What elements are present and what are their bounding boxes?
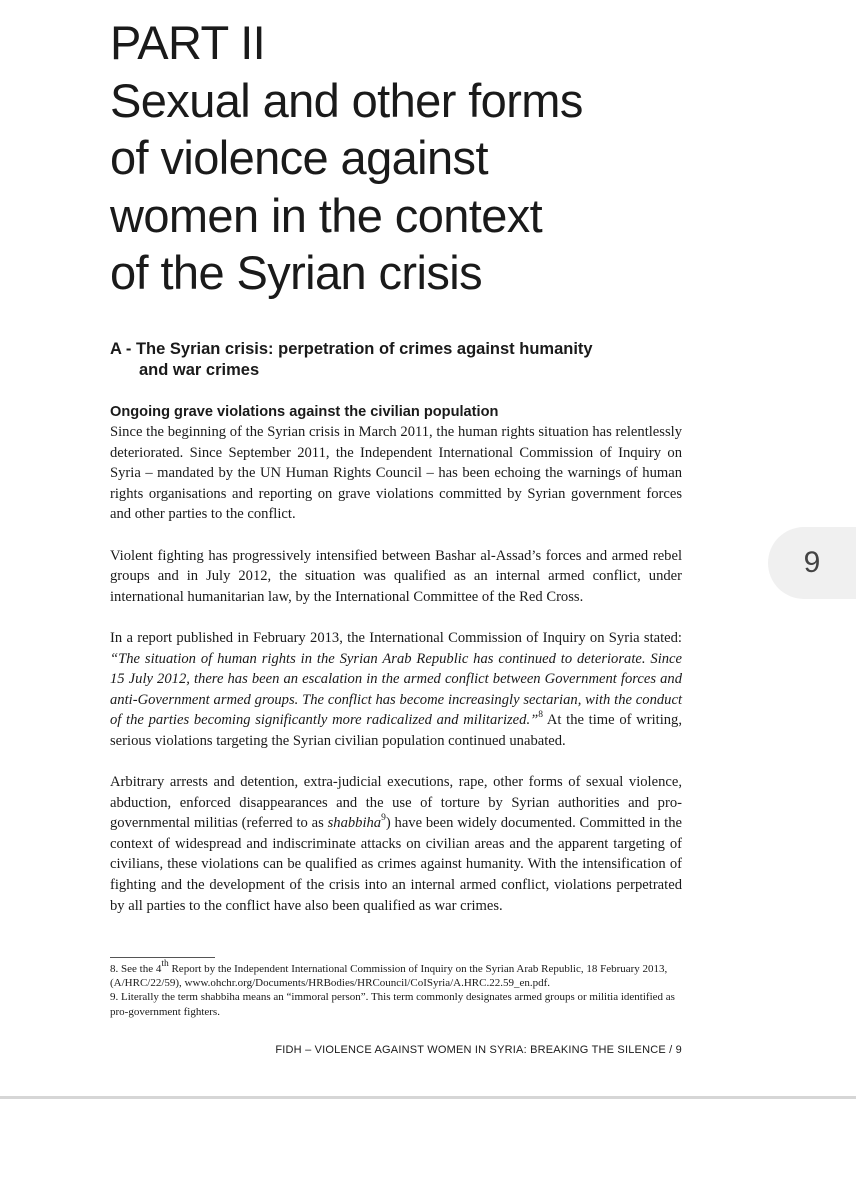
footnote-9: 9. Literally the term shabbiha means an “immoral person”. This term commonly designates armed groups or militia identified as pro-government fighters. — [110, 991, 675, 1018]
page-number: 9 — [803, 546, 821, 579]
running-footer: FIDH – VIOLENCE AGAINST WOMEN IN SYRIA: BREAKING THE SILENCE / 9 — [275, 1044, 682, 1056]
part-title-line: women in the context — [110, 188, 543, 242]
part-title-line: of violence against — [110, 131, 488, 184]
part-title-line: Sexual and other forms — [110, 73, 583, 127]
footnote-8-start: 8. See the 4 — [110, 963, 162, 975]
paragraph-3-intro: In a report published in February 2013, the International Commission of Inquiry on Syria stated: — [110, 629, 682, 646]
part-title — [110, 14, 730, 302]
paragraph-3-end: At the time of writing, serious violations targeting the Syrian civilian population continued unabated. — [110, 712, 682, 749]
footnotes — [110, 959, 682, 1019]
section-heading-line1: A - The Syrian crisis: perpetration of crimes against humanity — [110, 340, 593, 358]
subsection-heading: Ongoing grave violations against the civilian population — [110, 404, 499, 420]
paragraph-4 — [110, 772, 682, 916]
section-heading — [110, 339, 670, 381]
part-title-line: PART II — [110, 16, 266, 69]
section-heading-line2: and war crimes — [139, 361, 260, 379]
paragraph-2: Violent fighting has progressively intensified between Bashar al-Assad’s forces and armed rebel groups and in July 2012, the situation was qualified as an internal armed conflict, under international humanitarian law, by the International Committee of the Red Cross. — [110, 547, 682, 605]
footnote-ref-9[interactable]: 9 — [381, 813, 386, 824]
commission-quote: “The situation of human rights in the Syrian Arab Republic has continued to deteriorate. Since 15 July 2012, there has been an escalation in the armed conflict between Government forces and anti-Government armed groups. The conflict has become increasingly sectarian, with the conduct of the parties becoming significantly more radicalized and militarized.” — [110, 650, 682, 729]
page-number-tab[interactable] — [768, 527, 856, 599]
shabbiha-term: shabbiha — [327, 815, 382, 832]
footnote-8 — [110, 959, 682, 990]
paragraph-3 — [110, 628, 682, 752]
part-title-line: of the Syrian crisis — [110, 246, 482, 299]
footnote-8-ordinal: th — [161, 959, 169, 970]
page-bottom-edge — [0, 1096, 856, 1099]
paragraph-1: Since the beginning of the Syrian crisis in March 2011, the human rights situation has relentlessly deteriorated. Since September 2011, the Independent International Commission of Inquiry on Syria – mandated by the UN Human Rights Council – has been echoing the warnings of human rights organisations and reporting on grave violations committed by Syrian government forces and other parties to the conflict. — [110, 424, 682, 523]
footnote-ref-8[interactable]: 8 — [538, 710, 543, 721]
paragraph-4-start: Arbitrary arrests and detention, extra-judicial executions, rape, other forms of sexual violence, abduction, enforced disappearances and the use of torture by Syrian authorities and pro-governmental militias (referred to as — [110, 774, 682, 832]
paragraph-4-end: ) have been widely documented. Committed in the context of widespread and indiscriminate attacks on civilian areas and the apparent targeting of civilians, these violations can be qualified as crimes against humanity. With the intensification of fighting and the development of the crisis into an internal armed conflict, violations perpetrated by all parties to the conflict have also been qualified as war crimes. — [110, 815, 682, 914]
footnote-8-rest: Report by the Independent International Commission of Inquiry on the Syrian Arab Republic, 18 February 2013, (A/HRC/22/59), www.ohchr.org/Documents/HRBodies/HRCouncil/CoISyria/A.HRC.22.59_en.pdf. — [110, 963, 668, 990]
footnote-divider — [110, 957, 215, 958]
body-text — [110, 402, 682, 937]
